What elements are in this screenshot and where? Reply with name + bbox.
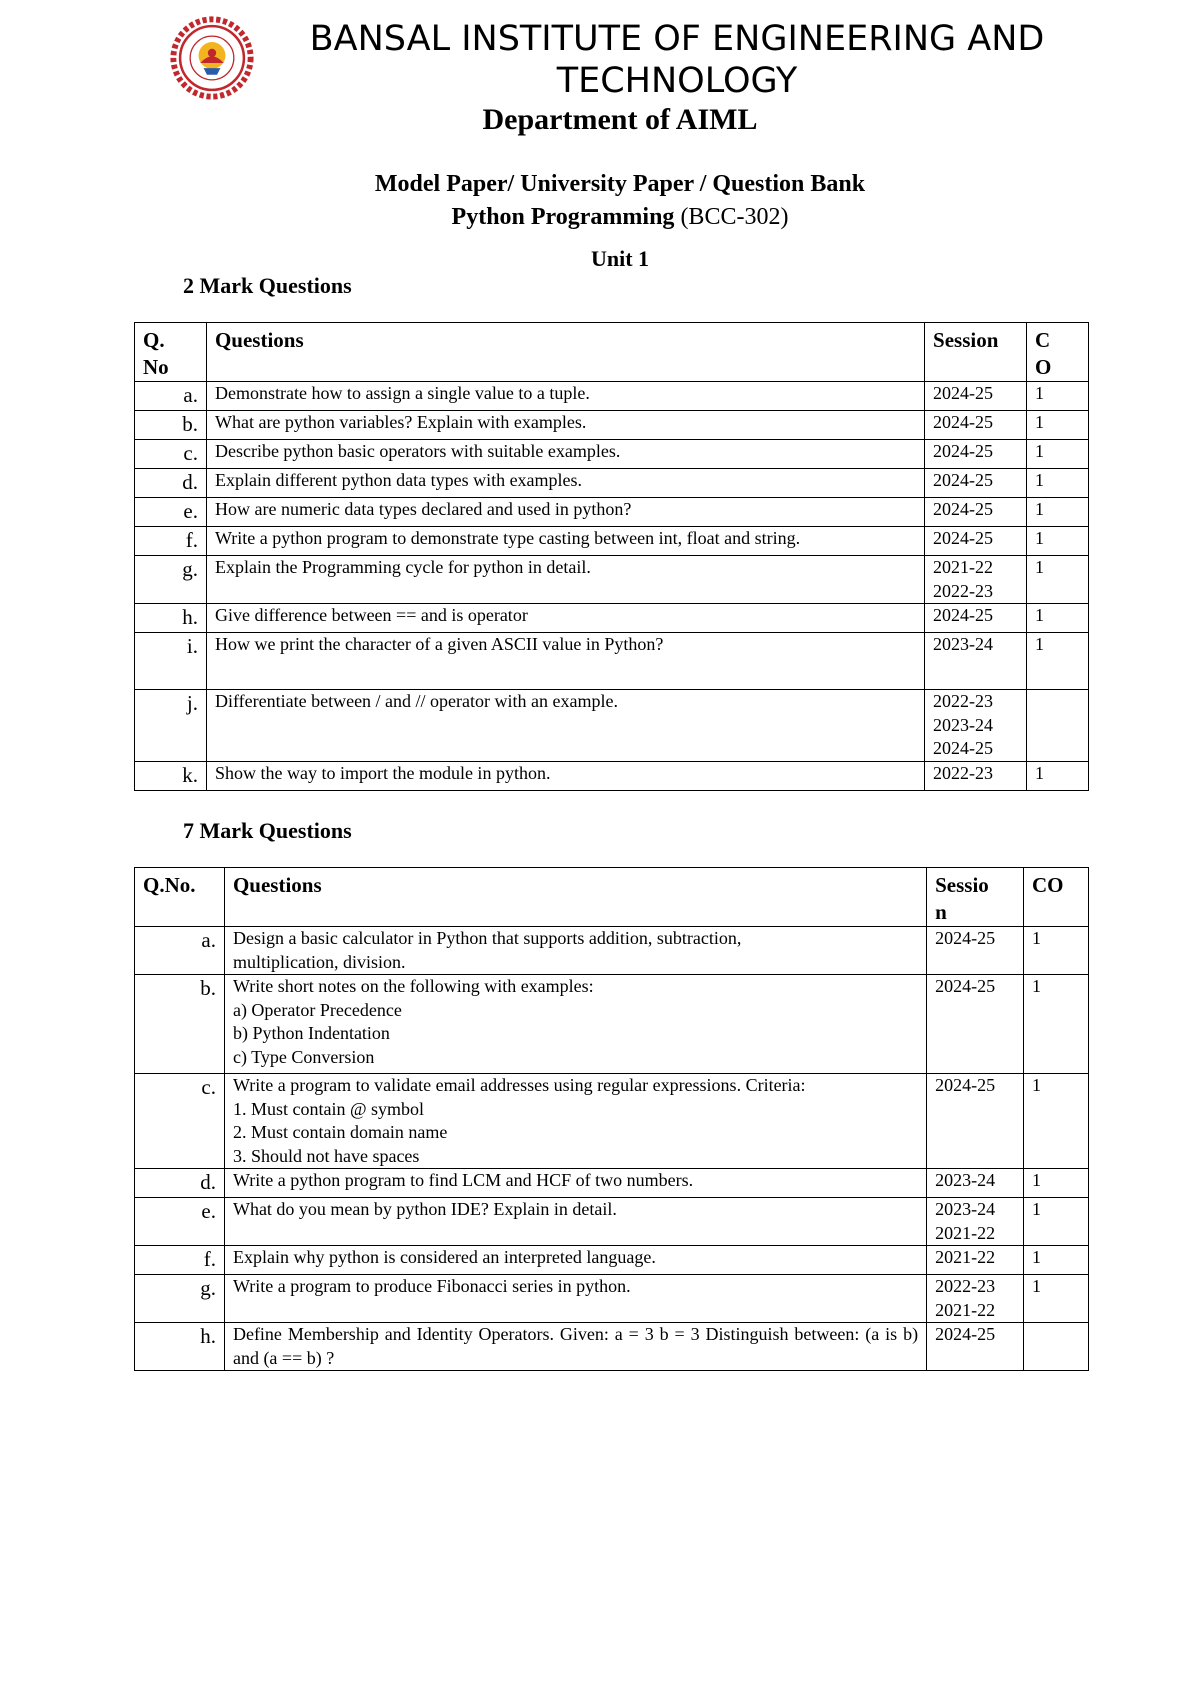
co-cell: 1 [1024,1275,1089,1323]
table-row [135,633,1089,690]
table-row [135,1323,1089,1371]
seven-mark-questions-table [134,867,1089,1371]
question-text: What are python variables? Explain with examples. [206,411,924,440]
question-line: 3. Should not have spaces [232,1145,420,1166]
session-value: 2024-25 [935,928,996,948]
subject-line [0,204,1200,231]
table-row [135,1198,1089,1246]
table-row [135,604,1089,633]
question-number: b. [135,975,225,1074]
co-cell: 1 [1026,382,1088,411]
question-line: multiplication, division. [232,951,406,972]
seven-mark-section-title: 7 Mark Questions [183,818,352,843]
session-cell [925,633,1027,690]
question-text: Demonstrate how to assign a single value to a tuple. [206,382,924,411]
question-number: a. [135,382,207,411]
question-line: c) Type Conversion [232,1046,375,1067]
questions-header: Questions [206,323,924,382]
question-text [224,927,926,975]
co-cell: 1 [1026,556,1088,604]
session-cell [927,1275,1024,1323]
questions-header: Questions [224,868,926,927]
question-number: d. [135,1169,225,1198]
co-cell: 1 [1024,927,1089,975]
session-cell [925,469,1027,498]
question-line: 1. Must contain @ symbol [232,1098,425,1119]
session-cell [925,556,1027,604]
question-text [224,1275,926,1323]
question-line: Design a basic calculator in Python that supports addition, subtraction, [232,928,742,948]
question-text [224,1074,926,1169]
session-value: 2023-24 [933,714,994,735]
two-mark-section-title: 2 Mark Questions [183,273,352,298]
co-cell: 1 [1026,411,1088,440]
session-cell [925,382,1027,411]
table-row [135,411,1089,440]
session-cell [925,411,1027,440]
session-cell [927,1198,1024,1246]
session-value: 2023-24 [933,634,994,654]
question-number: e. [135,1198,225,1246]
session-cell [927,1074,1024,1169]
question-line: Write a program to validate email addresses using regular expressions. Criteria: [232,1075,806,1095]
question-number: d. [135,469,207,498]
session-value: 2024-25 [933,412,994,432]
session-value: 2023-24 [935,1199,996,1219]
table-row [135,1074,1089,1169]
co-cell: 1 [1024,975,1089,1074]
co-header: CO [1024,868,1089,927]
table-row [135,1169,1089,1198]
question-text [224,1169,926,1198]
question-text: Show the way to import the module in python. [206,761,924,790]
co-cell: 1 [1024,1169,1089,1198]
table-row [135,382,1089,411]
session-value: 2024-25 [933,441,994,461]
co-cell: 1 [1024,1074,1089,1169]
table-header-row [135,323,1089,382]
table-row [135,498,1089,527]
question-number: j. [135,690,207,762]
session-cell [925,527,1027,556]
session-value: 2024-25 [935,1075,996,1095]
session-value: 2024-25 [935,976,996,996]
co-cell: 1 [1026,761,1088,790]
department-title: Department of AIML [482,103,758,136]
session-value: 2021-22 [933,557,994,577]
session-value: 2024-25 [935,1324,996,1344]
co-cell [1024,1323,1089,1371]
question-line: a) Operator Precedence [232,999,402,1020]
session-value: 2022-23 [933,580,994,601]
table-row [135,469,1089,498]
institute-name: BANSAL INSTITUTE OF ENGINEERING AND TECHNOLOGY [309,19,1045,101]
table-row [135,690,1089,762]
question-text [224,975,926,1074]
co-cell: 1 [1024,1198,1089,1246]
unit-title: Unit 1 [590,246,650,271]
question-line: Write a program to produce Fibonacci series in python. [232,1276,631,1296]
question-number: g. [135,1275,225,1323]
co-cell: 1 [1026,527,1088,556]
question-number: f. [135,527,207,556]
session-header: Session [927,868,1024,927]
question-line: Write a python program to find LCM and HCF of two numbers. [232,1170,694,1190]
table-row [135,440,1089,469]
two-mark-questions-table [134,322,1089,791]
session-value: 2021-22 [935,1247,996,1267]
table-row [135,527,1089,556]
session-value: 2024-25 [933,383,994,403]
question-number: b. [135,411,207,440]
session-value: 2022-23 [933,691,994,711]
table-row [135,975,1089,1074]
session-cell [925,761,1027,790]
question-line: 2. Must contain domain name [232,1122,448,1142]
table-row [135,556,1089,604]
question-number: c. [135,440,207,469]
session-value: 2024-25 [933,528,994,548]
session-value: 2021-22 [935,1299,996,1320]
subject-code: (BCC-302) [680,204,789,230]
paper-type-title: Model Paper/ University Paper / Question Bank [374,171,866,197]
question-number: a. [135,927,225,975]
question-number: h. [135,604,207,633]
question-text: Give difference between == and is operator [206,604,924,633]
question-line: Explain why python is considered an interpreted language. [232,1247,656,1267]
question-text [224,1323,926,1371]
co-cell: 1 [1026,498,1088,527]
session-cell [925,498,1027,527]
table-row [135,927,1089,975]
session-value: 2024-25 [933,470,994,490]
session-cell [925,440,1027,469]
question-line: b) Python Indentation [232,1023,390,1043]
question-text: How are numeric data types declared and used in python? [206,498,924,527]
question-line: What do you mean by python IDE? Explain in detail. [232,1199,617,1219]
question-number: c. [135,1074,225,1169]
question-line: Write short notes on the following with examples: [232,976,594,996]
session-cell [925,690,1027,762]
question-text: Write a python program to demonstrate type casting between int, float and string. [206,527,924,556]
session-value: 2023-24 [935,1170,996,1190]
session-cell [927,1323,1024,1371]
question-text: Differentiate between / and // operator with an example. [206,690,924,762]
session-value: 2021-22 [935,1222,996,1243]
table-row [135,761,1089,790]
question-text [224,1246,926,1275]
question-text: Explain different python data types with examples. [206,469,924,498]
co-cell: 1 [1024,1246,1089,1275]
session-value: 2024-25 [933,499,994,519]
co-cell: 1 [1026,604,1088,633]
question-number: f. [135,1246,225,1275]
question-text: How we print the character of a given ASCII value in Python? [206,633,924,690]
session-cell [925,604,1027,633]
session-value: 2022-23 [935,1276,996,1296]
session-cell [927,975,1024,1074]
question-text: Describe python basic operators with suitable examples. [206,440,924,469]
session-value: 2022-23 [933,762,994,783]
session-value: 2024-25 [933,738,994,758]
college-emblem-icon [170,16,254,100]
question-line: Define Membership and Identity Operators. Given: a = 3 b = 3 Distinguish between: (a is b) and (a == b) ? [232,1324,919,1368]
question-text [224,1198,926,1246]
subject-name: Python Programming [451,204,675,230]
question-number: e. [135,498,207,527]
session-value: 2024-25 [933,605,994,625]
question-number: i. [135,633,207,690]
table-row [135,1275,1089,1323]
session-cell [927,1246,1024,1275]
session-header: Session [925,323,1027,382]
qno-header: Q.No. [135,868,225,927]
question-number: g. [135,556,207,604]
co-cell: 1 [1026,469,1088,498]
session-cell [927,927,1024,975]
question-text: Explain the Programming cycle for python in detail. [206,556,924,604]
table-row [135,1246,1089,1275]
qno-header: Q.No [135,323,207,382]
question-number: h. [135,1323,225,1371]
table-header-row [135,868,1089,927]
question-number: k. [135,761,207,790]
co-cell [1026,690,1088,762]
session-cell [927,1169,1024,1198]
co-cell: 1 [1026,633,1088,690]
co-cell: 1 [1026,440,1088,469]
co-header: CO [1026,323,1088,382]
